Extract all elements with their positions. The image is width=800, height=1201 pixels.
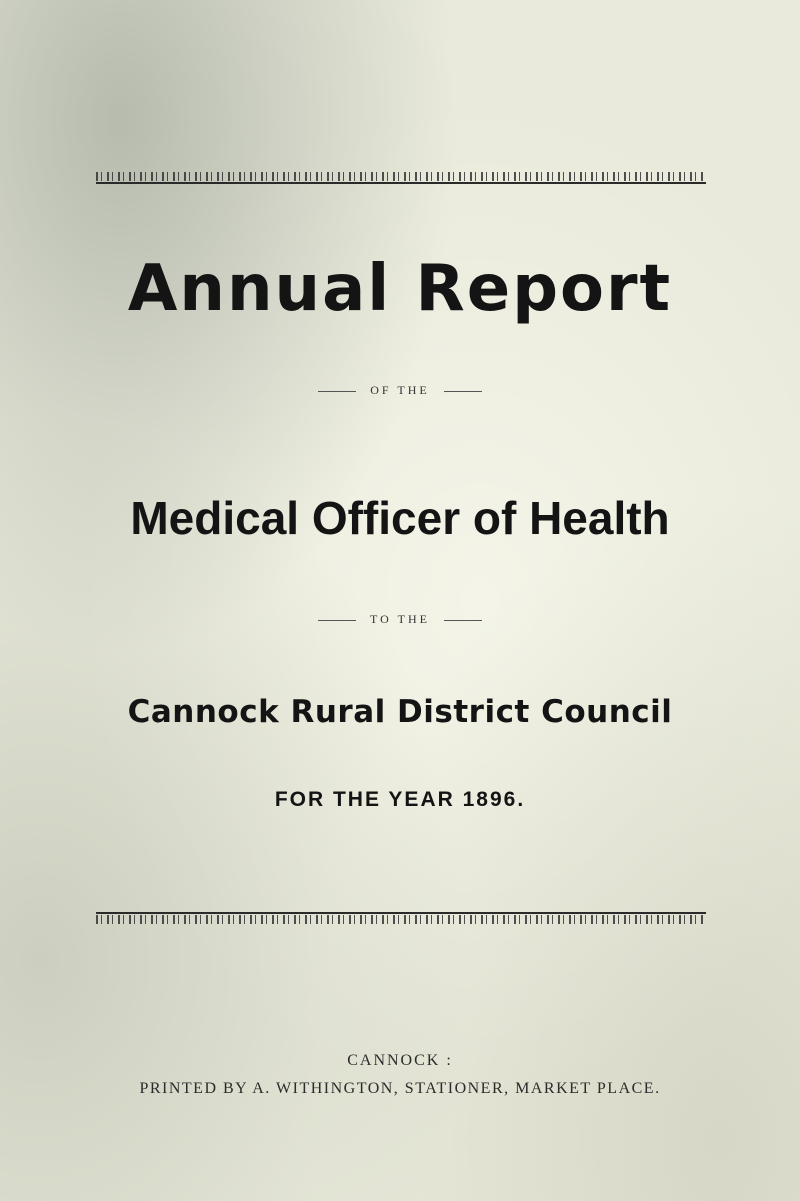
connector-dash-right [444, 391, 482, 392]
connector-to-the [0, 612, 800, 627]
connector-of-the [0, 383, 800, 398]
title-medical-officer: Medical Officer of Health [130, 492, 670, 544]
top-ornamental-rule [96, 172, 706, 186]
title-district-council: Cannock Rural District Council [127, 694, 673, 730]
report-year: FOR THE YEAR 1896. [274, 788, 526, 811]
connector-of-the-text: OF THE [370, 383, 430, 397]
connector-dash-left [318, 391, 356, 392]
bottom-ornamental-rule [96, 912, 706, 926]
rule-line [96, 182, 706, 184]
connector-dash-right [444, 620, 482, 621]
rule-line [96, 912, 706, 914]
rule-ornament-ticks [96, 915, 706, 924]
rule-ornament-ticks [96, 172, 706, 181]
connector-to-the-text: TO THE [370, 612, 430, 626]
connector-dash-left [318, 620, 356, 621]
imprint-printer: PRINTED BY A. WITHINGTON, STATIONER, MARKET PLACE. [139, 1080, 661, 1097]
title-annual-report: Annual Report [127, 252, 673, 326]
imprint-place: CANNOCK : [347, 1052, 453, 1069]
